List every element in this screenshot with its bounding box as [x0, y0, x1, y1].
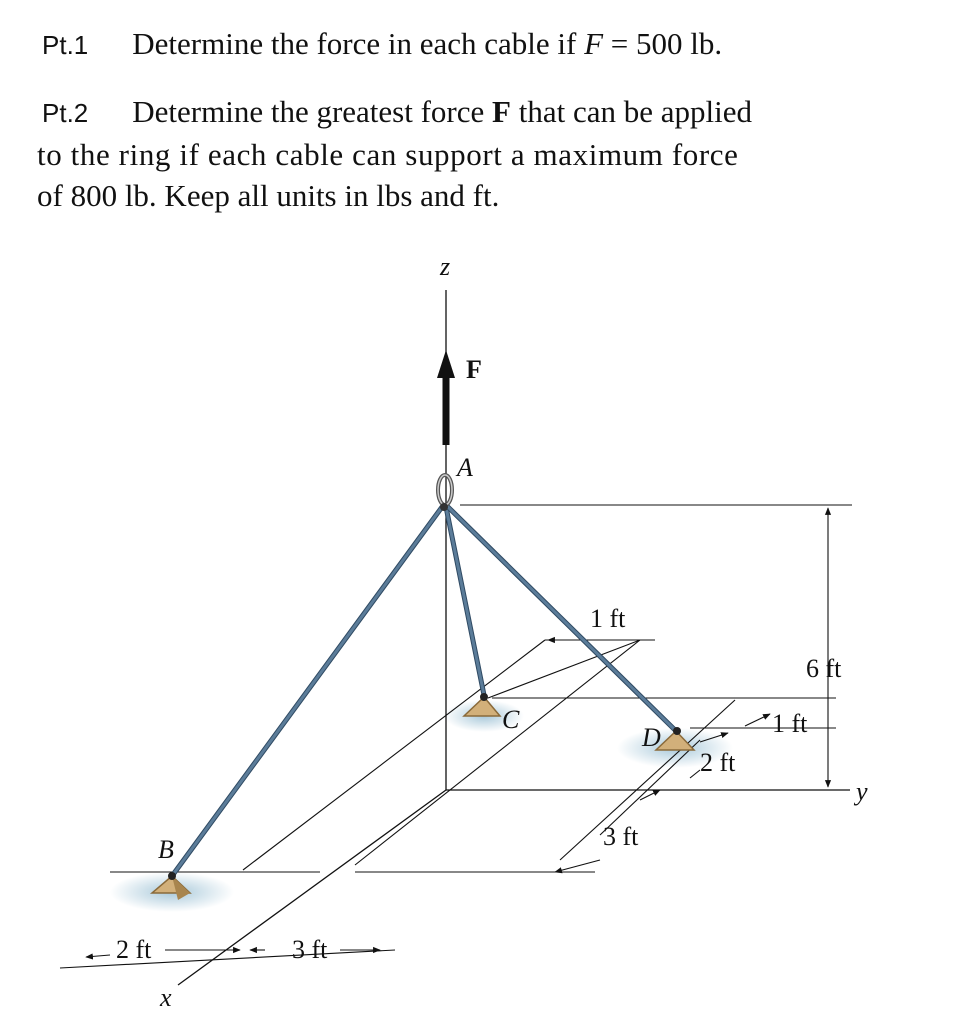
- force-f-label: F: [466, 355, 482, 384]
- force-arrow: [437, 350, 455, 445]
- axis-y-label: y: [856, 777, 868, 806]
- dim-3ft-mid-arrow: [555, 860, 600, 872]
- dim-3ft-mid-label: 3 ft: [603, 822, 639, 851]
- dim-1ft-top-label: 1 ft: [590, 604, 626, 633]
- problem-part2-line2: to the ring if each cable can support a maximum force: [37, 137, 739, 172]
- point-c-label: C: [502, 705, 520, 734]
- dim-2ft-right-label: 2 ft: [700, 748, 736, 777]
- part2-var: F: [492, 94, 511, 129]
- dim-2ft-bottom-label: 2 ft: [116, 935, 152, 964]
- axis-z-label: z: [440, 252, 451, 281]
- part2-line1-post: that can be applied: [510, 94, 752, 129]
- part1-text-post: = 500 lb.: [603, 26, 723, 61]
- axes: [178, 290, 850, 985]
- point-a-label: A: [457, 453, 473, 482]
- part2-tag: Pt.2: [42, 98, 89, 128]
- cables: [172, 507, 675, 876]
- axis-x-label: x: [160, 983, 172, 1012]
- problem-part2-line3: of 800 lb. Keep all units in lbs and ft.: [37, 178, 500, 213]
- dim-1ft-right-label: 1 ft: [772, 709, 808, 738]
- dim-6ft-label: 6 ft: [806, 654, 842, 683]
- dim-3ft-bottom-label: 3 ft: [292, 935, 328, 964]
- point-d-label: D: [642, 723, 661, 752]
- part1-text-pre: Determine the force in each cable if: [132, 26, 585, 61]
- part1-var: F: [584, 26, 604, 61]
- part1-tag: Pt.1: [42, 30, 89, 60]
- point-b-label: B: [158, 835, 174, 864]
- part2-line1-pre: Determine the greatest force: [132, 94, 493, 129]
- dim-bottom-line: [60, 950, 395, 968]
